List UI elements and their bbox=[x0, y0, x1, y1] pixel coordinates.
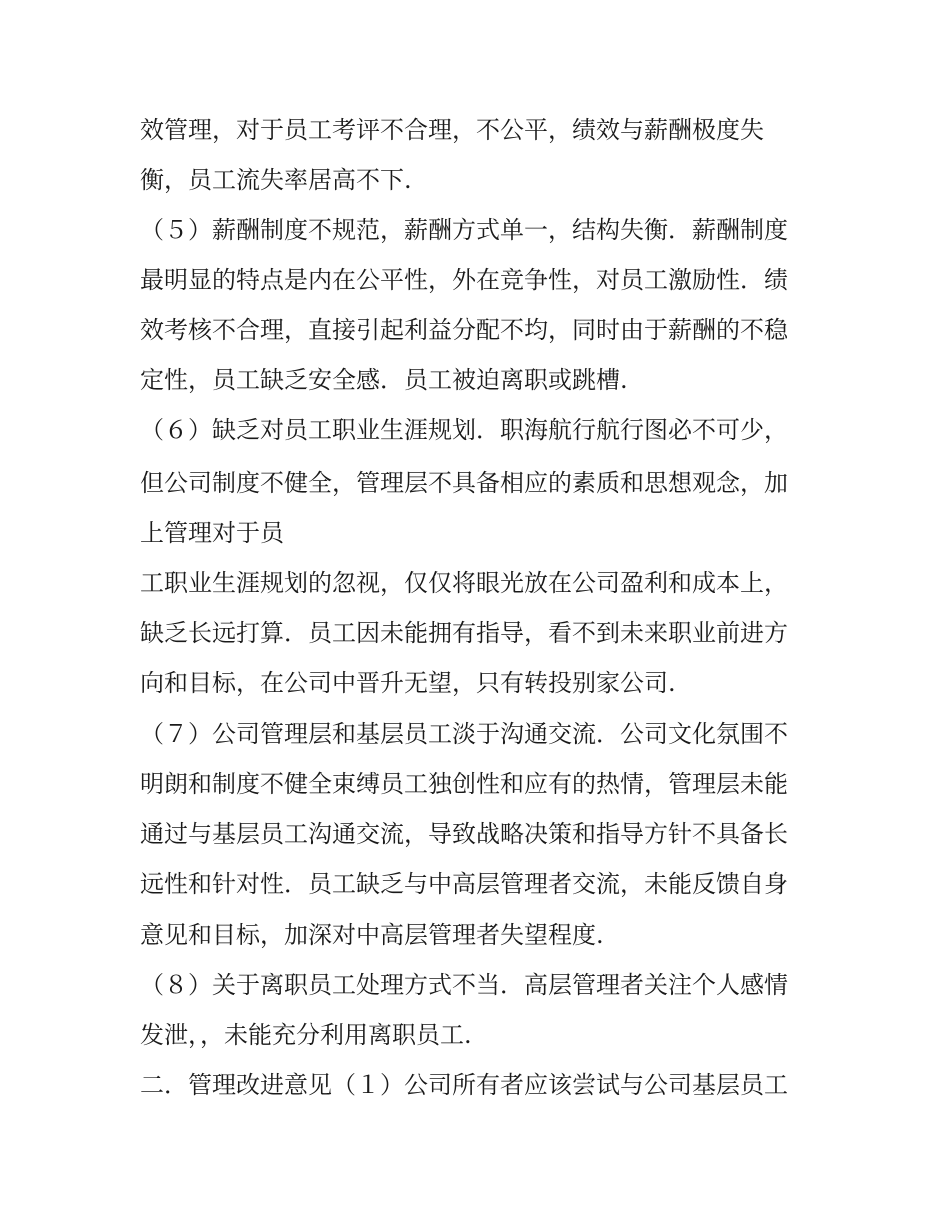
text-line: 效考核不合理，直接引起利益分配不均，同时由于薪酬的不稳 bbox=[140, 316, 788, 344]
text-line: 意见和目标，加深对中高层管理者失望程度. bbox=[140, 921, 604, 949]
text-line: 衡，员工流失率居高不下. bbox=[140, 166, 412, 194]
text-line: 但公司制度不健全，管理层不具备相应的素质和思想观念，加 bbox=[140, 469, 788, 497]
text-line: 明朗和制度不健全束缚员工独创性和应有的热情，管理层未能 bbox=[140, 770, 788, 798]
text-line: 二．管理改进意见（１）公司所有者应该尝试与公司基层员工 bbox=[140, 1071, 788, 1099]
text-line: 定性，员工缺乏安全感．员工被迫离职或跳槽. bbox=[140, 366, 628, 394]
text-line: （７）公司管理层和基层员工淡于沟通交流．公司文化氛围不 bbox=[140, 720, 788, 748]
text-line: 通过与基层员工沟通交流，导致战略决策和指导方针不具备长 bbox=[140, 820, 788, 848]
text-line: （８）关于离职员工处理方式不当．高层管理者关注个人感情 bbox=[140, 971, 788, 999]
text-line: 发泄，，未能充分利用离职员工. bbox=[140, 1021, 472, 1049]
text-line: 远性和针对性．员工缺乏与中高层管理者交流，未能反馈自身 bbox=[140, 870, 788, 898]
text-line: 缺乏长远打算．员工因未能拥有指导，看不到未来职业前进方 bbox=[140, 619, 788, 647]
text-line: 上管理对于员 bbox=[140, 519, 284, 547]
text-line: 向和目标，在公司中晋升无望，只有转投别家公司. bbox=[140, 669, 676, 697]
text-line: 工职业生涯规划的忽视，仅仅将眼光放在公司盈利和成本上， bbox=[140, 569, 788, 597]
text-line: 效管理，对于员工考评不合理，不公平，绩效与薪酬极度失 bbox=[140, 116, 764, 144]
text-line: 最明显的特点是内在公平性，外在竞争性，对员工激励性．绩 bbox=[140, 266, 788, 294]
text-line: （５）薪酬制度不规范，薪酬方式单一，结构失衡．薪酬制度 bbox=[140, 216, 788, 244]
text-line: （６）缺乏对员工职业生涯规划．职海航行航行图必不可少， bbox=[140, 416, 788, 444]
